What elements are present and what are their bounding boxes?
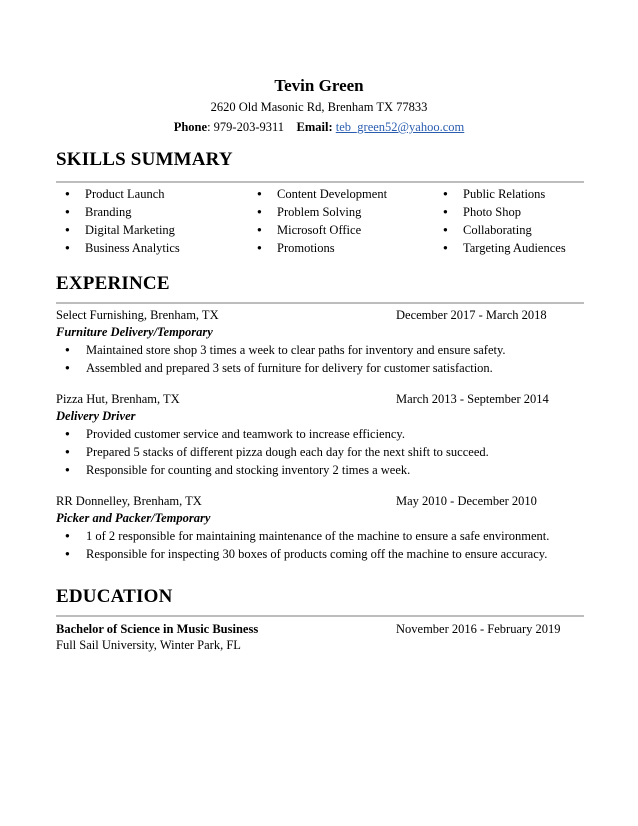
job-entry	[56, 307, 584, 377]
skill-item: ● Product Launch	[62, 185, 254, 203]
skill-item: ● Public Relations	[440, 185, 582, 203]
job-title: Delivery Driver	[56, 409, 136, 423]
education-entry	[56, 621, 584, 653]
address: 2620 Old Masonic Rd, Brenham TX 77833	[210, 100, 428, 114]
job-duties	[56, 341, 584, 377]
job-duty: ● Prepared 5 stacks of different pizza dough each day for the next shift to succeed.	[56, 443, 584, 461]
candidate-name: Tevin Green	[274, 76, 364, 95]
experience-heading: EXPERINCE	[56, 273, 170, 294]
skills-list	[62, 185, 582, 257]
skills-column-2	[254, 185, 440, 257]
job-duty: ● Responsible for counting and stocking inventory 2 times a week.	[56, 461, 584, 479]
job-dates: December 2017 - March 2018	[396, 308, 547, 322]
contact-line	[0, 119, 638, 135]
job-duty: ● Responsible for inspecting 30 boxes of products coming off the machine to ensure accuracy.	[56, 545, 584, 563]
job-company: RR Donnelley, Brenham, TX	[56, 494, 202, 508]
education-header	[56, 621, 584, 637]
job-duties	[56, 425, 584, 479]
skill-item: ● Microsoft Office	[254, 221, 440, 239]
skill-item: ● Digital Marketing	[62, 221, 254, 239]
degree: Bachelor of Science in Music Business	[56, 622, 259, 636]
education-heading: EDUCATION	[56, 586, 173, 607]
job-header	[56, 391, 584, 408]
skill-item: ● Photo Shop	[440, 203, 582, 221]
phone-label: Phone	[173, 120, 208, 134]
skills-heading: SKILLS SUMMARY	[56, 149, 233, 170]
job-duties	[56, 527, 584, 563]
email-label: Email:	[296, 120, 333, 134]
skills-column-3	[440, 185, 582, 257]
education-rule	[56, 615, 584, 617]
job-title: Furniture Delivery/Temporary	[56, 325, 213, 339]
skills-rule	[56, 181, 584, 183]
job-duty: ● Maintained store shop 3 times a week to clear paths for inventory and ensure safety.	[56, 341, 584, 359]
job-title: Picker and Packer/Temporary	[56, 511, 211, 525]
job-entry	[56, 391, 584, 479]
job-company: Select Furnishing, Brenham, TX	[56, 308, 219, 322]
experience-rule	[56, 302, 584, 304]
job-dates: March 2013 - September 2014	[396, 392, 549, 406]
job-company: Pizza Hut, Brenham, TX	[56, 392, 180, 406]
job-header	[56, 493, 584, 510]
job-header	[56, 307, 584, 324]
job-entry	[56, 493, 584, 563]
job-duty: ● Assembled and prepared 3 sets of furniture for delivery for customer satisfaction.	[56, 359, 584, 377]
job-duty: ● Provided customer service and teamwork to increase efficiency.	[56, 425, 584, 443]
skill-item: ● Problem Solving	[254, 203, 440, 221]
skill-item: ● Collaborating	[440, 221, 582, 239]
skill-item: ● Business Analytics	[62, 239, 254, 257]
email-link[interactable]: teb_green52@yahoo.com	[335, 120, 465, 134]
education-dates: November 2016 - February 2019	[396, 622, 561, 636]
skill-item: ● Targeting Audiences	[440, 239, 582, 257]
skill-item: ● Content Development	[254, 185, 440, 203]
skill-item: ● Promotions	[254, 239, 440, 257]
school: Full Sail University, Winter Park, FL	[56, 638, 241, 652]
job-duty: ● 1 of 2 responsible for maintaining maintenance of the machine to ensure a safe environment.	[56, 527, 584, 545]
skill-item: ● Branding	[62, 203, 254, 221]
job-dates: May 2010 - December 2010	[396, 494, 537, 508]
resume-header	[0, 76, 638, 135]
skills-column-1	[62, 185, 254, 257]
phone-number: : 979-203-9311	[207, 120, 285, 134]
